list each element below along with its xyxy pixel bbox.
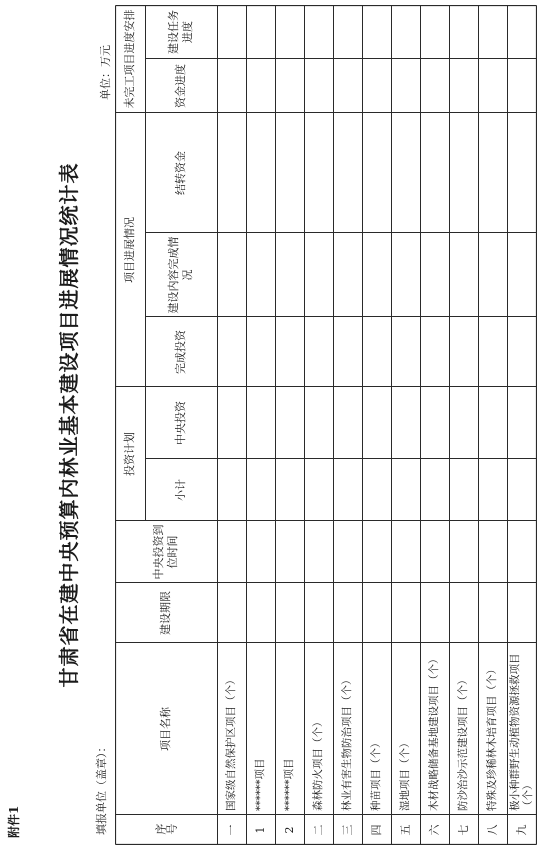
header-build-period: 建设期限 bbox=[159, 591, 173, 635]
row-index: 六 bbox=[427, 824, 441, 836]
unit-label: 单位：万元 bbox=[99, 45, 112, 100]
row-name: 湿地项目（个） bbox=[398, 737, 411, 811]
row-name: 特殊及珍稀林木培育项目（个） bbox=[485, 664, 498, 811]
document-title: 甘肃省在建中央预算内林业基本建设项目进展情况统计表 bbox=[57, 162, 81, 688]
header-funds-progress: 资金进度 bbox=[174, 64, 188, 108]
statistics-table bbox=[115, 5, 537, 845]
filing-unit-label: 填报单位（盖章）： bbox=[95, 741, 108, 835]
row-index: 二 bbox=[311, 824, 325, 836]
row-name: 种苗项目（个） bbox=[369, 737, 382, 811]
row-name: ******项目 bbox=[253, 758, 266, 811]
header-task-progress: 建设任务进度 bbox=[167, 10, 194, 54]
row-name: 森林防火项目（个） bbox=[311, 716, 324, 811]
row-index: 三 bbox=[340, 824, 354, 836]
header-completed-investment: 完成投资 bbox=[174, 330, 188, 374]
header-subtotal: 小计 bbox=[174, 479, 188, 501]
row-index: 九 bbox=[515, 824, 529, 836]
row-index: 五 bbox=[398, 824, 412, 836]
header-progress: 项目进展情况 bbox=[123, 217, 137, 283]
header-carryover-funds: 结转资金 bbox=[174, 151, 188, 195]
row-name: 防沙治沙示范建设项目（个） bbox=[456, 674, 469, 811]
header-project-name: 项目名称 bbox=[159, 707, 173, 751]
row-index: 四 bbox=[369, 824, 383, 836]
header-unfinished-arrangement: 未完工项目进度安排 bbox=[123, 9, 137, 109]
row-index: 一 bbox=[224, 824, 238, 836]
row-index: 八 bbox=[485, 824, 499, 836]
row-name: 国家级自然保护区项目（个） bbox=[224, 674, 237, 811]
header-investment-plan: 投资计划 bbox=[123, 432, 137, 476]
header-content-completion: 建设内容完成情况 bbox=[167, 236, 194, 314]
row-index: 1 bbox=[253, 826, 267, 834]
row-name: 木材战略储备基地建设项目（个） bbox=[427, 653, 440, 811]
attachment-label: 附件1 bbox=[7, 805, 21, 838]
row-index: 七 bbox=[456, 824, 470, 836]
row-name: ******项目 bbox=[282, 758, 295, 811]
row-name: 林业有害生物防治项目（个） bbox=[340, 674, 353, 811]
row-index: 2 bbox=[282, 826, 296, 834]
header-central-funds-time: 中央投资到位时间 bbox=[152, 524, 179, 580]
header-seq: 序号 bbox=[155, 823, 177, 837]
row-name: 极小种群野生动植物资源拯救项目（个） bbox=[508, 653, 534, 811]
header-central-investment: 中央投资 bbox=[174, 401, 188, 445]
